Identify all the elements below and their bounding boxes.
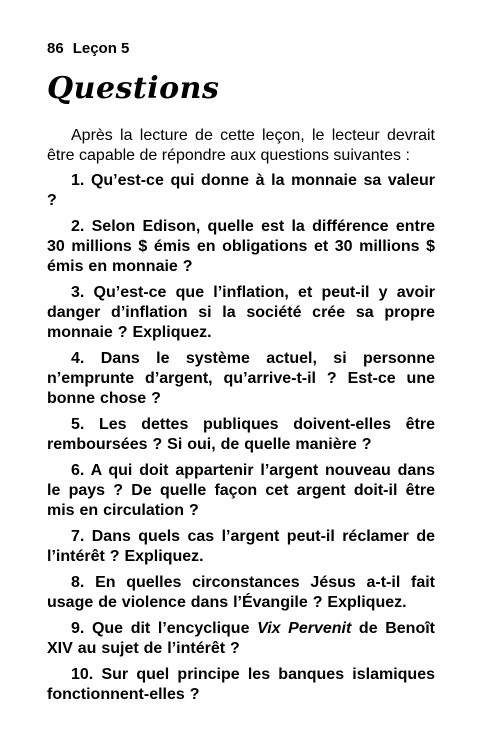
question-5: 5. Les dettes publiques doivent-elles être remboursées ? Si oui, de quelle manière ? <box>47 416 435 453</box>
question-1: 1. Qu’est-ce qui donne à la monnaie sa valeur ? <box>47 172 435 209</box>
question-9 <box>47 619 435 659</box>
page-number: 86 <box>47 40 64 57</box>
question-2: 2. Selon Edison, quelle est la différence entre 30 millions $ émis en obligations et 30 millions $ émis en monnaie ? <box>47 218 435 275</box>
question-8: 8. En quelles circonstances Jésus a-t-il fait usage de violence dans l’Évangile ? Expliquez. <box>47 574 435 611</box>
intro-paragraph: Après la lecture de cette leçon, le lecteur devrait être capable de répondre aux questions suivantes : <box>47 127 435 164</box>
question-6: 6. A qui doit appartenir l’argent nouveau dans le pays ? De quelle façon cet argent doit-il être mis en circulation ? <box>47 462 435 519</box>
page-title: Questions <box>47 71 220 106</box>
book-page <box>47 40 435 705</box>
encyclical-title: Vix Pervenit <box>257 620 352 637</box>
lesson-label: Leçon 5 <box>72 40 130 57</box>
question-7: 7. Dans quels cas l’argent peut-il réclamer de l’intérêt ? Expliquez. <box>47 528 435 565</box>
question-9-start: 9. Que dit l’encyclique <box>71 620 258 637</box>
question-3: 3. Qu’est-ce que l’inflation, et peut-il y avoir danger d’inflation si la société crée sa propre monnaie ? Expliquez. <box>47 284 435 341</box>
running-header <box>47 40 435 58</box>
question-9-end: de Benoît XIV au sujet de l’intérêt ? <box>47 620 435 657</box>
question-4: 4. Dans le système actuel, si personne n’emprunte d’argent, qu’arrive-t-il ? Est-ce une bonne chose ? <box>47 350 435 407</box>
question-10: 10. Sur quel principe les banques islamiques fonctionnent-elles ? <box>47 666 435 703</box>
